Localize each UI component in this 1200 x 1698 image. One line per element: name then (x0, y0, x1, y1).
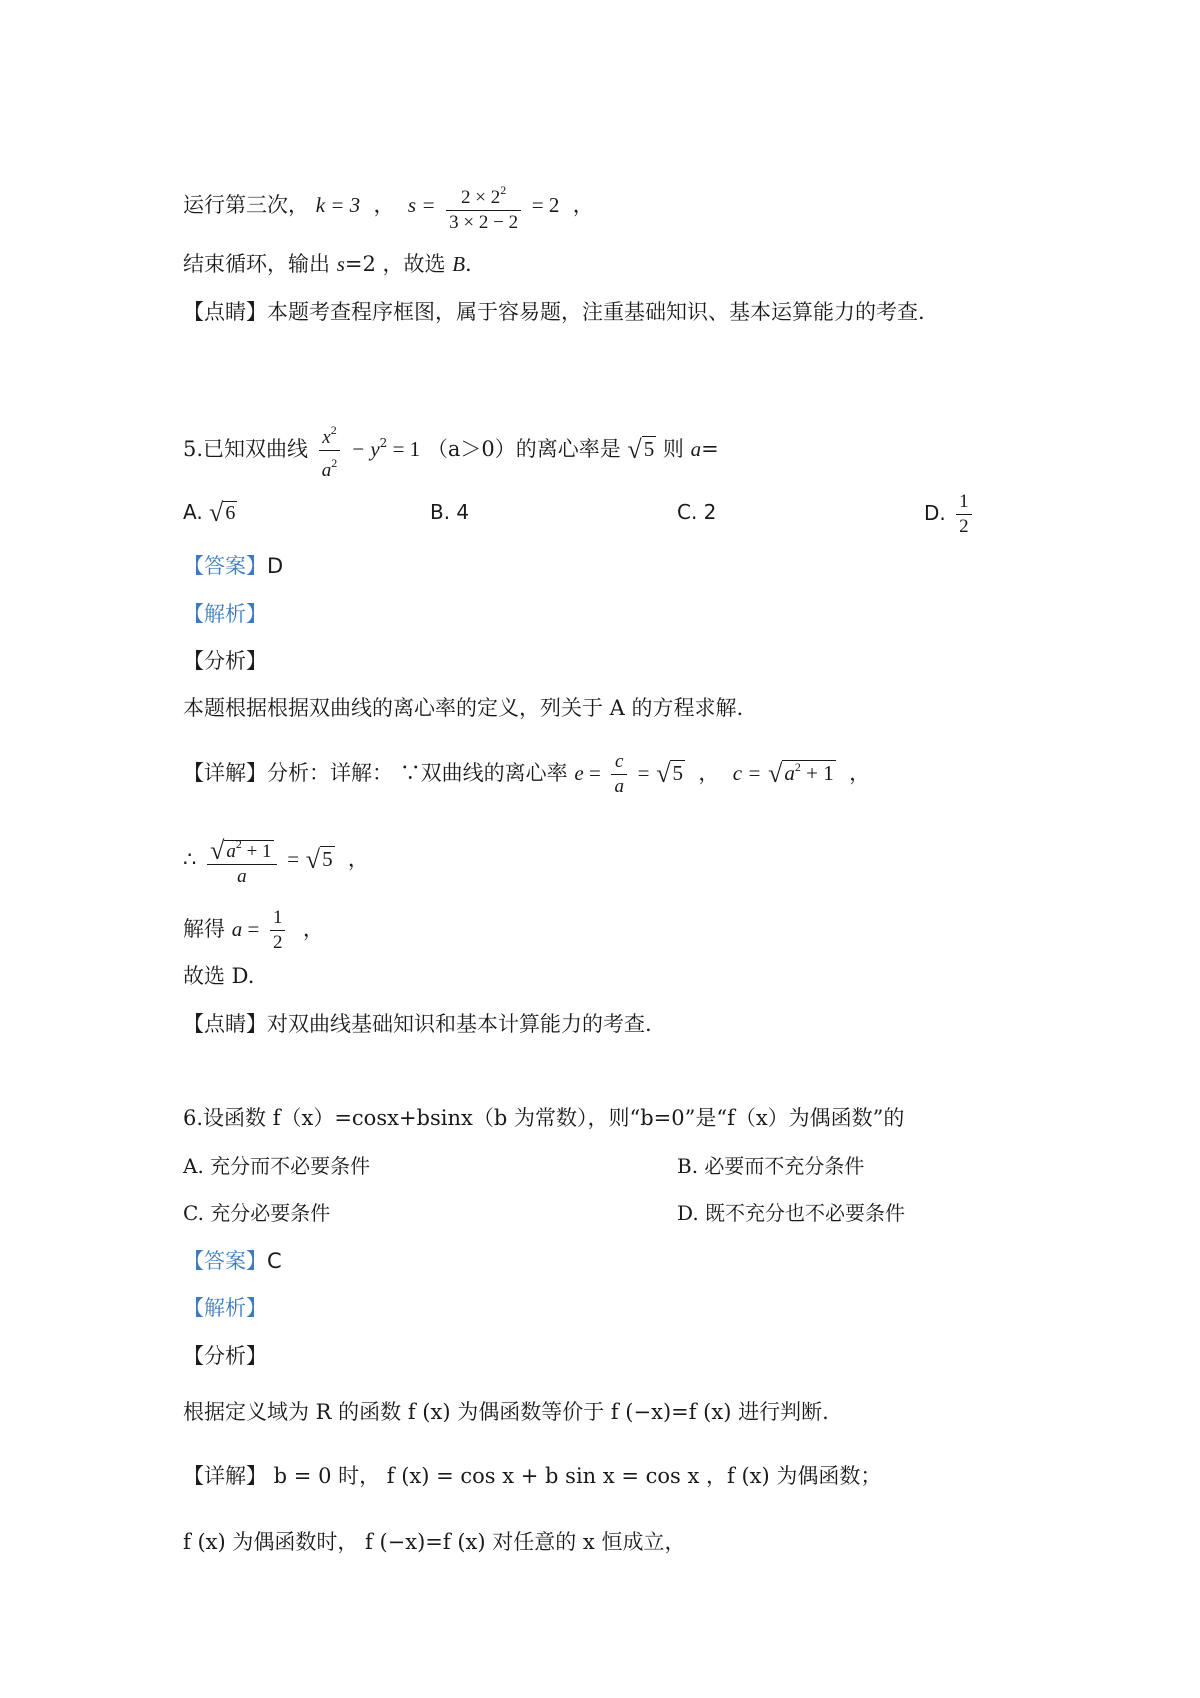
q5-fenxi: 【分析】 (183, 649, 267, 673)
q5-answer-value: D (267, 554, 284, 578)
q5-detail-eq1: = (583, 761, 601, 785)
run3-line: 运行第三次， k = 3 ， s = $\frac{2 \times 2^2}{3 \times 2 - 2}$ = 2 ， (183, 178, 594, 235)
q5-option-d[interactable] (924, 490, 976, 539)
end-loop-text3: . (465, 252, 472, 276)
q5-option-d-frac (956, 490, 972, 539)
therefore-num-exp: 2 (235, 837, 242, 851)
q5-detail-sqrt5-val: 5 (672, 761, 683, 785)
q5-detail-sqrt-body: a (784, 761, 795, 785)
therefore-num-tail: + 1 (241, 841, 272, 862)
q5-suffix2: = (701, 437, 719, 461)
q6-stem: 6.设函数 f（x）=cosx+bsinx（b 为常数），则“b=0”是“f（x）为偶函数”的 (183, 1106, 905, 1130)
q5-jiexi: 【解析】 (183, 602, 267, 626)
q6-answer-value: C (267, 1249, 282, 1273)
q6-last: f (x) 为偶函数时， f (−x)=f (x) 对任意的 x 恒成立， (183, 1530, 686, 1554)
q5-option-d-den: 2 (959, 516, 969, 537)
q5-frac-num-exp: 2 (330, 423, 337, 437)
therefore-den: a (237, 866, 247, 887)
q5-detail (183, 750, 870, 799)
q5-option-a-label: A. (183, 500, 203, 524)
q5-option-d-num: 1 (956, 490, 972, 515)
q6-answer (183, 1247, 282, 1275)
run3-tail: ， (572, 193, 594, 217)
q5-detail-sep: ， (698, 761, 720, 785)
q5-detail-sqrt-tail: + 1 (800, 761, 834, 785)
q5-answer-label: 【答案】 (183, 554, 267, 578)
q5-option-b[interactable]: B. 4 (430, 500, 470, 524)
therefore-sqrt5: √5 (305, 845, 333, 874)
q5-prefix: 5.已知双曲线 (183, 437, 309, 461)
q5-dianjing: 【点睛】对双曲线基础知识和基本计算能力的考查. (183, 1012, 652, 1036)
run3-rhs: = 2 (531, 193, 560, 217)
q5-detail-because: ∵双曲线的离心率 (399, 761, 575, 785)
q5-y-exp: 2 (379, 436, 388, 450)
q5-analysis: 本题根据根据双曲线的离心率的定义，列关于 A 的方程求解. (183, 696, 744, 720)
q6-jiexi: 【解析】 (183, 1296, 267, 1320)
q5-option-a[interactable] (183, 498, 237, 527)
q5-detail-e: e (574, 761, 584, 785)
q5-option-c[interactable]: C. 2 (677, 500, 717, 524)
q5-answer (183, 552, 283, 580)
q6-analysis: 根据定义域为 R 的函数 f (x) 为偶函数等价于 f (−x)=f (x) 进行判断. (183, 1400, 829, 1424)
q5-option-d-label: D. (924, 501, 946, 525)
end-loop-s: s (336, 252, 345, 276)
q5-stem (183, 418, 719, 483)
run3-fraction (446, 178, 521, 235)
q5-detail-c-eq: c = (732, 761, 762, 785)
solve-frac (270, 906, 286, 955)
q6-answer-label: 【答案】 (183, 1249, 267, 1273)
q6-option-a[interactable]: A. 充分而不必要条件 (183, 1154, 371, 1178)
end-loop-b: B (452, 252, 466, 276)
q5-solve (183, 906, 324, 955)
run3-s-lhs: s = (407, 193, 436, 217)
q6-option-b[interactable]: B. 必要而不充分条件 (677, 1154, 865, 1178)
q5-choose: 故选 D. (183, 964, 255, 988)
therefore-num-body: a (226, 841, 236, 862)
q6-option-d[interactable]: D. 既不充分也不必要条件 (677, 1201, 906, 1225)
end-loop-text1: 结束循环，输出 (183, 252, 337, 276)
q5-cond: （a＞0）的离心率是 (426, 437, 621, 461)
q5-stem-fraction (319, 418, 341, 483)
q5-minus-y: − y (350, 437, 380, 461)
q5-a-var: a (690, 437, 702, 461)
q5-detail-a: a (614, 776, 624, 797)
therefore-frac: $\frac{√ a^2 + 1}{a}$ (207, 832, 277, 889)
run3-num-exp: 2 (500, 183, 507, 197)
q5-detail-sqrt5: √5 (656, 759, 683, 788)
therefore-eq: = (287, 847, 300, 871)
end-loop-text2: =2 ，故选 (344, 252, 453, 276)
q5-therefore (183, 832, 369, 889)
q6-option-c[interactable]: C. 充分必要条件 (183, 1201, 331, 1225)
q5-eq: = 1 (387, 437, 421, 461)
run3-label: 运行第三次， (183, 193, 309, 217)
q5-sqrt-val: 5 (643, 437, 655, 461)
q5-option-a-sqrt: √ 6 (209, 498, 236, 527)
run3-k: k = 3 (315, 193, 361, 217)
q5-detail-sqrt-expr: $√a^2 + 1$ (768, 759, 834, 788)
end-loop-line (183, 250, 472, 278)
solve-text: 解得 (183, 917, 232, 941)
q6-detail: 【详解】 b = 0 时， f (x) = cos x + b sin x = cos x ，f (x) 为偶函数； (183, 1464, 882, 1488)
run3-den: 3 × 2 − 2 (449, 212, 519, 233)
q5-frac-den: a (321, 460, 332, 481)
q5-detail-tail: ， (849, 761, 871, 785)
therefore-sym: ∴ (183, 847, 197, 871)
q5-option-a-val: 6 (225, 502, 236, 524)
solve-num: 1 (270, 906, 286, 931)
q6-fenxi: 【分析】 (183, 1344, 267, 1368)
therefore-tail: ， (347, 847, 369, 871)
solve-a: a (231, 917, 243, 941)
q5-frac-den-exp: 2 (331, 456, 338, 470)
dianjing1: 【点睛】本题考查程序框图，属于容易题，注重基础知识、基本运算能力的考查. (183, 300, 925, 324)
q5-detail-sqrt-exp: 2 (794, 760, 801, 774)
q5-detail-eq2: = (637, 761, 650, 785)
q5-suffix1: 则 (662, 437, 691, 461)
q5-detail-c: c (611, 750, 627, 775)
q5-sqrt: √5 (627, 435, 655, 464)
q5-frac-num: x (322, 427, 331, 448)
solve-tail: ， (302, 917, 324, 941)
solve-eq: = (242, 917, 260, 941)
solve-den: 2 (272, 932, 283, 953)
therefore-sqrt5-val: 5 (322, 847, 333, 871)
run3-num: 2 × 2 (461, 187, 501, 208)
q5-detail-frac (611, 750, 627, 799)
q5-detail-label: 【详解】分析：详解： (183, 761, 393, 785)
